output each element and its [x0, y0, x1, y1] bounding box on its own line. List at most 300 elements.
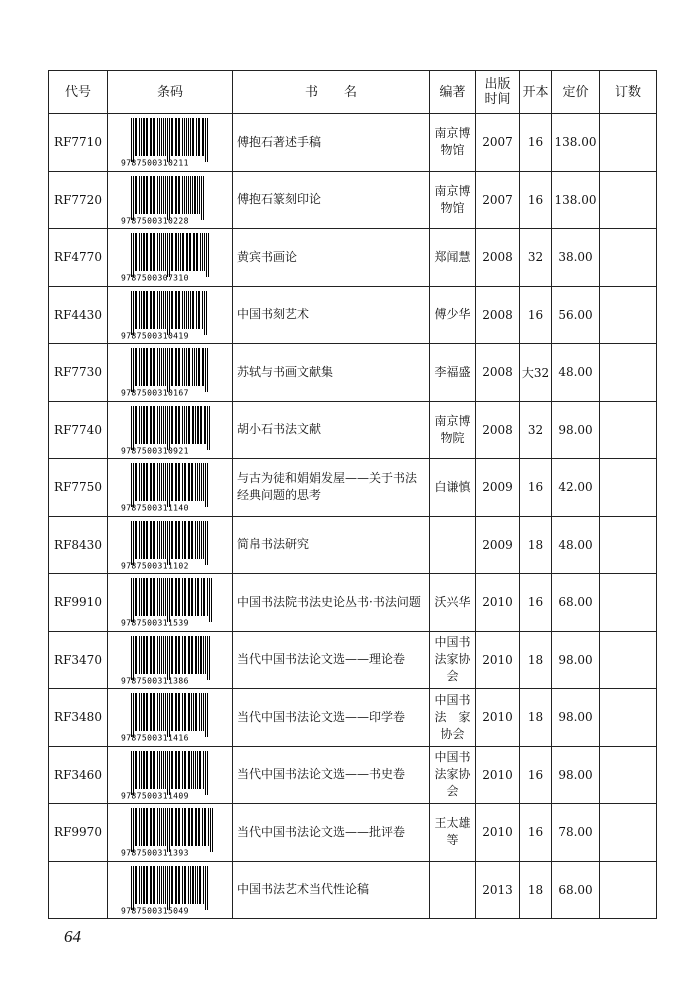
book-code: RF4430 [49, 286, 108, 344]
barcode-bar [199, 693, 200, 731]
barcode-bar [207, 463, 208, 507]
barcode-cell [108, 344, 233, 402]
barcode-bar [161, 578, 162, 616]
isbn-number: 9787500311539 [121, 618, 189, 628]
barcode-bar [150, 578, 152, 616]
barcode-bar [169, 463, 170, 507]
barcode-bar [193, 233, 195, 271]
book-price: 78.00 [552, 804, 600, 862]
publish-year: 2010 [476, 746, 520, 804]
header-year-line1: 出版 [484, 77, 511, 92]
isbn-number: 9787500310167 [121, 388, 189, 398]
barcode-bar [169, 636, 170, 680]
barcode-bar [205, 118, 206, 162]
order-quantity-cell [600, 631, 657, 689]
barcode-bar [165, 808, 166, 846]
barcode-bar [182, 176, 183, 214]
barcode-bar [157, 291, 158, 329]
barcode-bar [188, 808, 190, 846]
order-quantity-cell [600, 746, 657, 804]
book-format: 32 [520, 401, 552, 459]
barcode-bar [139, 233, 140, 271]
barcode-bar [159, 636, 160, 674]
barcode-bar [133, 521, 134, 565]
barcode-bar [143, 176, 145, 214]
barcode-bar [143, 808, 145, 846]
barcode-bar [184, 463, 186, 501]
isbn-number: 9787500311416 [121, 733, 189, 743]
barcode-bar [198, 291, 200, 329]
barcode-image [118, 117, 222, 167]
barcode-bar [167, 808, 168, 852]
barcode-bar [205, 636, 206, 674]
table-row [49, 746, 657, 804]
barcode-bar [186, 176, 187, 214]
barcode-bar [146, 233, 148, 271]
barcode-bar [143, 693, 145, 731]
barcode-bar [146, 406, 148, 444]
barcode-bar [139, 751, 140, 789]
barcode-cell [108, 574, 233, 632]
barcode-bar [175, 463, 177, 501]
barcode-bar [139, 291, 140, 329]
barcode-bar [204, 406, 206, 444]
barcode-bar [167, 521, 168, 565]
barcode-bar [182, 808, 183, 846]
barcode-bar [150, 118, 152, 156]
barcode-bar [133, 866, 134, 910]
book-title: 与古为徒和娟娟发屋——关于书法经典问题的思考 [233, 459, 430, 517]
barcode-bar [131, 463, 132, 507]
barcode-bar [159, 521, 160, 559]
barcode-bar [169, 808, 170, 852]
barcode-bar [191, 521, 193, 559]
barcode-bar [146, 118, 148, 156]
book-author: 白谦慎 [430, 459, 476, 517]
book-title: 中国书法艺术当代性论稿 [233, 861, 430, 919]
barcode-bar [207, 866, 208, 910]
barcode-bar [163, 521, 164, 559]
barcode-bar [167, 578, 168, 622]
barcode-bar [150, 866, 152, 904]
barcode-bar [161, 693, 162, 731]
barcode-bar [153, 521, 155, 559]
barcode-bar [153, 808, 155, 846]
barcode-bar [146, 348, 148, 386]
barcode-bar [204, 808, 206, 846]
barcode-bar [192, 348, 193, 386]
barcode-bar [131, 233, 132, 277]
book-code: RF3480 [49, 689, 108, 747]
barcode-bar [143, 636, 145, 674]
barcode-bar [159, 808, 160, 846]
barcode-bar [150, 808, 152, 846]
barcode-bar [141, 348, 142, 386]
barcode-bar [178, 866, 180, 904]
barcode-bar [141, 578, 142, 616]
barcode-bar [175, 176, 177, 214]
barcode-bar [167, 866, 168, 910]
barcode-cell [108, 401, 233, 459]
barcode-bar [135, 578, 137, 616]
barcode-cell [108, 171, 233, 229]
barcode-bar [171, 866, 173, 904]
barcode-bar [188, 463, 190, 501]
barcode-bar [167, 118, 168, 162]
book-author: 中国书法家协会 [430, 746, 476, 804]
barcode-bar [205, 751, 206, 795]
barcode-bar [150, 176, 152, 214]
barcode-bar [188, 176, 189, 214]
barcode-bar [143, 463, 145, 501]
book-code: RF4770 [49, 229, 108, 287]
barcode-bar [161, 291, 162, 329]
table-row [49, 401, 657, 459]
barcode-bar [194, 348, 195, 386]
barcode-bar [180, 233, 181, 271]
barcode-bar [165, 751, 166, 789]
barcode-bar [197, 406, 199, 444]
barcode-bar [196, 233, 198, 271]
barcode-bar [169, 406, 170, 450]
barcode-bar [191, 751, 192, 789]
barcode-bar [178, 463, 180, 501]
barcode-bar [157, 751, 158, 789]
barcode-bar [135, 636, 137, 674]
barcode-bar [171, 808, 173, 846]
barcode-bar [196, 348, 197, 386]
barcode-bar [208, 233, 209, 277]
barcode-bar [163, 406, 164, 444]
publish-year: 2013 [476, 861, 520, 919]
barcode-bar [133, 636, 134, 680]
book-price: 56.00 [552, 286, 600, 344]
barcode-bar [135, 118, 137, 156]
header-price: 定价 [552, 71, 600, 114]
barcode-bar [188, 578, 190, 616]
header-year [476, 71, 520, 114]
barcode-bar [133, 693, 134, 737]
barcode-bar [165, 118, 166, 156]
barcode-bar [135, 693, 137, 731]
barcode-bar [150, 636, 152, 674]
barcode-bar [188, 291, 189, 329]
barcode-bar [188, 406, 190, 444]
barcode-bar [167, 636, 168, 680]
page-number: 64 [64, 927, 81, 946]
barcode-bar [175, 521, 177, 559]
barcode-bar [188, 118, 189, 156]
barcode-bar [131, 636, 132, 680]
publish-year: 2010 [476, 631, 520, 689]
book-format: 大32 [520, 344, 552, 402]
barcode-bar [178, 808, 180, 846]
barcode-bar [191, 808, 193, 846]
header-author: 编著 [430, 71, 476, 114]
barcode-bar [157, 636, 158, 674]
barcode-bar [131, 348, 132, 392]
barcode-bar [146, 693, 148, 731]
barcode-bar [153, 751, 155, 789]
barcode-bar [175, 808, 177, 846]
barcode-image [118, 635, 222, 685]
barcode-bar [131, 808, 132, 852]
book-author: 李福盛 [430, 344, 476, 402]
barcode-bar [135, 751, 137, 789]
barcode-bar [159, 233, 160, 271]
barcode-bar [207, 406, 208, 450]
book-author: 南京博物馆 [430, 171, 476, 229]
book-format: 16 [520, 114, 552, 172]
book-format: 16 [520, 804, 552, 862]
barcode-bar [175, 636, 177, 674]
barcode-bar [150, 751, 152, 789]
barcode-bar [135, 291, 137, 329]
barcode-bar [143, 521, 145, 559]
barcode-bar [167, 176, 168, 220]
barcode-bar [135, 406, 137, 444]
barcode-bar [199, 521, 200, 559]
barcode-bar [131, 578, 132, 622]
barcode-bar [157, 348, 158, 386]
barcode-bar [153, 348, 155, 386]
barcode-bar [205, 521, 206, 565]
barcode-bar [139, 636, 140, 674]
barcode-bar [184, 176, 185, 214]
barcode-bar [131, 693, 132, 737]
barcode-image [118, 865, 222, 915]
barcode-bar [184, 521, 186, 559]
barcode-bar [165, 578, 166, 616]
book-format: 16 [520, 459, 552, 517]
book-author [430, 861, 476, 919]
barcode-bar [191, 636, 193, 674]
barcode-bar [163, 233, 164, 271]
book-format: 32 [520, 229, 552, 287]
barcode-bar [182, 693, 183, 731]
book-code: RF7750 [49, 459, 108, 517]
book-author: 中国书法家协会 [430, 631, 476, 689]
order-quantity-cell [600, 344, 657, 402]
barcode-bar [192, 406, 194, 444]
barcode-bar [157, 808, 158, 846]
barcode-bar [146, 521, 148, 559]
barcode-bar [171, 406, 173, 444]
publish-year: 2007 [476, 114, 520, 172]
publish-year: 2008 [476, 401, 520, 459]
table-row [49, 286, 657, 344]
barcode-cell [108, 229, 233, 287]
publish-year: 2010 [476, 804, 520, 862]
barcode-bar [141, 291, 142, 329]
barcode-bar [163, 636, 164, 674]
barcode-bar [175, 578, 177, 616]
barcode-bar [182, 521, 183, 559]
barcode-bar [153, 578, 155, 616]
barcode-bar [133, 176, 134, 220]
barcode-cell [108, 114, 233, 172]
barcode-bar [135, 463, 137, 501]
book-format: 16 [520, 574, 552, 632]
barcode-bar [207, 693, 208, 737]
barcode-bar [146, 751, 148, 789]
barcode-image [118, 750, 222, 800]
barcode-bar [141, 233, 142, 271]
barcode-bar [212, 808, 213, 852]
barcode-bar [202, 233, 203, 271]
barcode-bar [193, 693, 194, 731]
book-author: 傅少华 [430, 286, 476, 344]
barcode-bar [157, 463, 158, 501]
barcode-bar [133, 118, 134, 162]
barcode-bar [159, 291, 160, 329]
book-format: 18 [520, 631, 552, 689]
barcode-bar [146, 636, 148, 674]
barcode-image [118, 405, 222, 455]
order-quantity-cell [600, 286, 657, 344]
header-format: 开本 [520, 71, 552, 114]
barcode-bar [195, 693, 197, 731]
isbn-number: 9787500310419 [121, 331, 189, 340]
barcode-bar [157, 176, 158, 214]
barcode-bar [209, 406, 210, 450]
barcode-bar [199, 751, 201, 789]
barcode-bar [205, 348, 206, 392]
order-quantity-cell [600, 861, 657, 919]
barcode-bar [163, 866, 164, 904]
barcode-bar [186, 233, 188, 271]
order-quantity-cell [600, 229, 657, 287]
barcode-bar [182, 636, 183, 674]
book-price: 138.00 [552, 114, 600, 172]
barcode-bar [157, 521, 158, 559]
book-title: 傅抱石著述手稿 [233, 114, 430, 172]
barcode-bar [178, 693, 180, 731]
catalog-table [48, 70, 657, 919]
book-price: 98.00 [552, 401, 600, 459]
barcode-bar [153, 693, 155, 731]
barcode-bar [171, 176, 173, 214]
book-price: 138.00 [552, 171, 600, 229]
barcode-bar [139, 693, 140, 731]
barcode-bar [203, 751, 204, 789]
barcode-bar [171, 636, 173, 674]
book-format: 18 [520, 689, 552, 747]
book-author [430, 516, 476, 574]
barcode-bar [184, 118, 185, 156]
barcode-bar [146, 176, 148, 214]
table-row [49, 459, 657, 517]
barcode-bar [167, 233, 168, 277]
book-title: 当代中国书法论文选——书史卷 [233, 746, 430, 804]
barcode-bar [171, 463, 173, 501]
barcode-bar [161, 808, 162, 846]
publish-year: 2009 [476, 459, 520, 517]
barcode-bar [161, 233, 162, 271]
barcode-bar [211, 578, 212, 622]
barcode-bar [197, 866, 198, 904]
book-format: 16 [520, 746, 552, 804]
barcode-bar [157, 118, 158, 156]
barcode-bar [131, 751, 132, 795]
barcode-bar [171, 348, 173, 386]
barcode-image [118, 347, 222, 397]
book-price: 68.00 [552, 861, 600, 919]
barcode-bar [153, 291, 155, 329]
barcode-bar [135, 348, 137, 386]
barcode-bar [184, 866, 186, 904]
book-title: 苏轼与书画文献集 [233, 344, 430, 402]
barcode-bar [159, 578, 160, 616]
barcode-bar [163, 578, 164, 616]
barcode-bar [169, 176, 170, 220]
publish-year: 2010 [476, 689, 520, 747]
barcode-bar [175, 751, 177, 789]
barcode-bar [207, 118, 208, 162]
publish-year: 2010 [476, 574, 520, 632]
barcode-bar [159, 176, 160, 214]
barcode-bar [146, 291, 148, 329]
barcode-bar [182, 291, 183, 329]
barcode-bar [207, 636, 208, 680]
barcode-bar [146, 808, 148, 846]
barcode-bar [175, 866, 177, 904]
publish-year: 2008 [476, 229, 520, 287]
barcode-bar [206, 291, 207, 335]
barcode-image [118, 232, 222, 282]
barcode-bar [161, 866, 162, 904]
barcode-bar [131, 118, 132, 162]
barcode-bar [186, 348, 187, 386]
barcode-bar [190, 176, 191, 214]
barcode-cell [108, 746, 233, 804]
barcode-bar [135, 176, 137, 214]
barcode-cell [108, 516, 233, 574]
book-format: 18 [520, 861, 552, 919]
barcode-bar [195, 521, 196, 559]
barcode-bar [209, 636, 210, 680]
barcode-bar [184, 348, 185, 386]
barcode-bar [202, 118, 204, 156]
barcode-bar [163, 348, 164, 386]
barcode-bar [163, 693, 164, 731]
book-code: RF7710 [49, 114, 108, 172]
barcode-bar [175, 348, 177, 386]
barcode-bar [205, 693, 206, 737]
barcode-bar [192, 176, 193, 214]
barcode-bar [207, 348, 208, 392]
barcode-bar [165, 463, 166, 501]
table-row [49, 171, 657, 229]
barcode-bar [135, 233, 137, 271]
barcode-bar [178, 751, 180, 789]
barcode-image [118, 462, 222, 512]
barcode-bar [205, 463, 206, 507]
book-code: RF9970 [49, 804, 108, 862]
book-code [49, 861, 108, 919]
barcode-image [118, 520, 222, 570]
barcode-image [118, 290, 222, 340]
book-title: 中国书法院书法史论丛书·书法问题 [233, 574, 430, 632]
header-title: 书 名 [233, 71, 430, 114]
barcode-bar [131, 291, 132, 335]
barcode-bar [157, 406, 158, 444]
barcode-bar [188, 348, 190, 386]
book-author: 南京博物院 [430, 401, 476, 459]
header-barcode: 条码 [108, 71, 233, 114]
book-title: 简帛书法研究 [233, 516, 430, 574]
barcode-bar [184, 751, 186, 789]
